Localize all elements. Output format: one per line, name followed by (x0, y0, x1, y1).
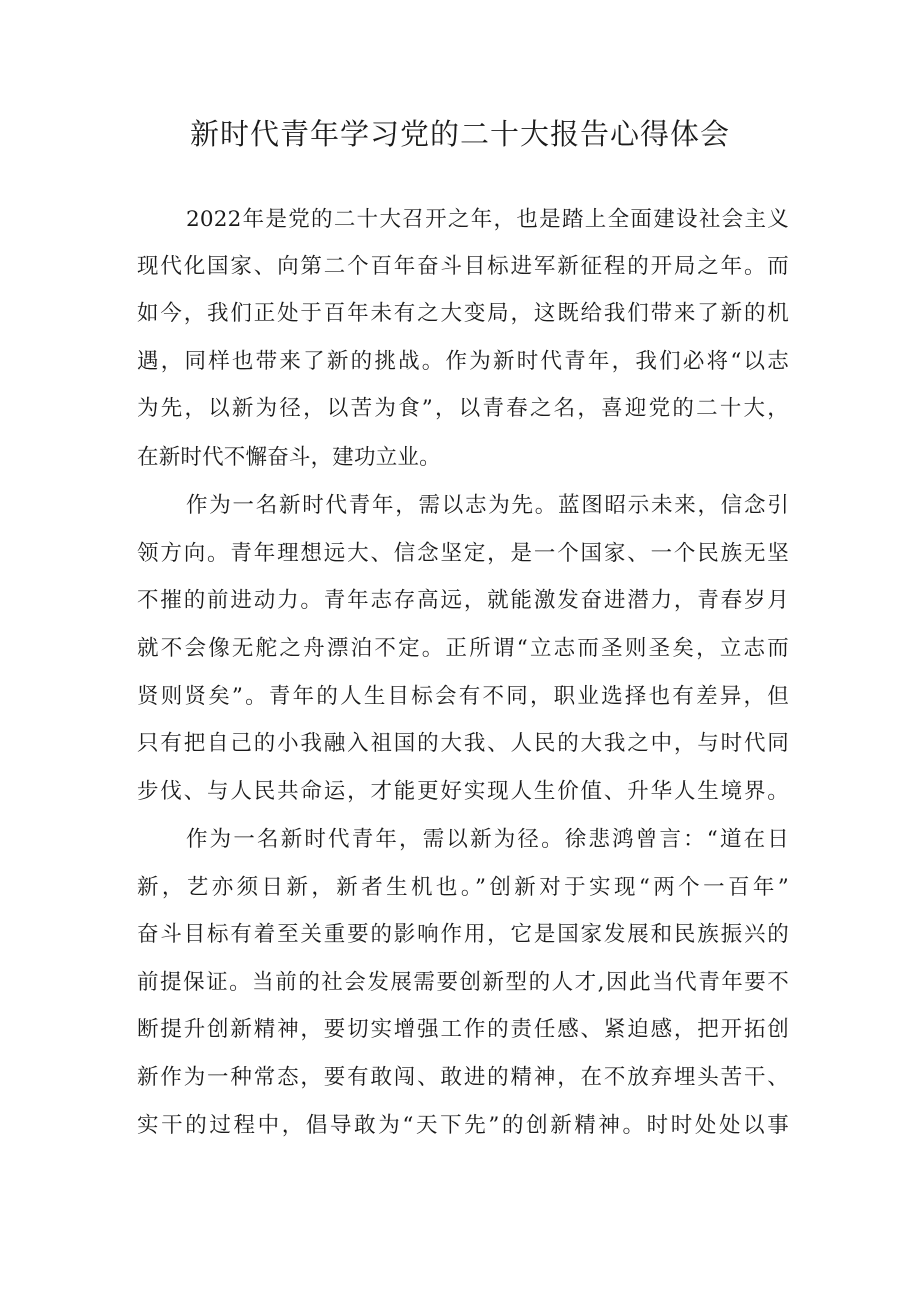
paragraph-line: 断提升创新精神，要切实增强工作的责任感、紧迫感，把开拓创 (137, 1017, 789, 1042)
paragraph-line: 为先，以新为径，以苦为食”，以青春之名，喜迎党的二十大， (137, 396, 789, 421)
paragraph-line: 前提保证。当前的社会发展需要创新型的人才,因此当代青年要不 (137, 970, 789, 995)
paragraph-line: 现代化国家、向第二个百年奋斗目标进军新征程的开局之年。而 (137, 254, 789, 279)
paragraph-line: 只有把自己的小我融入祖国的大我、人民的大我之中，与时代同 (137, 731, 789, 756)
paragraph-line: 实干的过程中，倡导敢为“天下先”的创新精神。时时处处以事 (137, 1113, 789, 1138)
paragraph-line: 贤则贤矣”。青年的人生目标会有不同，职业选择也有差异，但 (137, 684, 789, 709)
paragraph-line: 如今，我们正处于百年未有之大变局，这既给我们带来了新的机 (137, 301, 789, 326)
paragraph-line: 新，艺亦须日新，新者生机也。”创新对于实现“两个一百年” (137, 875, 789, 900)
paragraph-line: 作为一名新时代青年，需以志为先。蓝图昭示未来，信念引 (186, 493, 789, 518)
paragraph-line: 奋斗目标有着至关重要的影响作用，它是国家发展和民族振兴的 (137, 922, 789, 947)
paragraph-line: 步伐、与人民共命运，才能更好实现人生价值、升华人生境界。 (137, 779, 789, 804)
paragraph-line: 作为一名新时代青年，需以新为径。徐悲鸿曾言：“道在日 (186, 827, 789, 852)
paragraph-line: 不摧的前进动力。青年志存高远，就能激发奋进潜力，青春岁月 (137, 588, 789, 613)
paragraph-line: 遇，同样也带来了新的挑战。作为新时代青年，我们必将“以志 (137, 349, 789, 374)
document-title: 新时代青年学习党的二十大报告心得体会 (189, 117, 730, 151)
paragraph-line: 2022年是党的二十大召开之年，也是踏上全面建设社会主义 (186, 207, 789, 232)
paragraph-line: 新作为一种常态，要有敢闯、敢进的精神，在不放弃埋头苦干、 (137, 1065, 789, 1090)
paragraph-line: 在新时代不懈奋斗，建功立业。 (137, 445, 441, 470)
paragraph-line: 领方向。青年理想远大、信念坚定，是一个国家、一个民族无坚 (137, 541, 789, 566)
paragraph-line: 就不会像无舵之舟漂泊不定。正所谓“立志而圣则圣矣，立志而 (137, 636, 789, 661)
